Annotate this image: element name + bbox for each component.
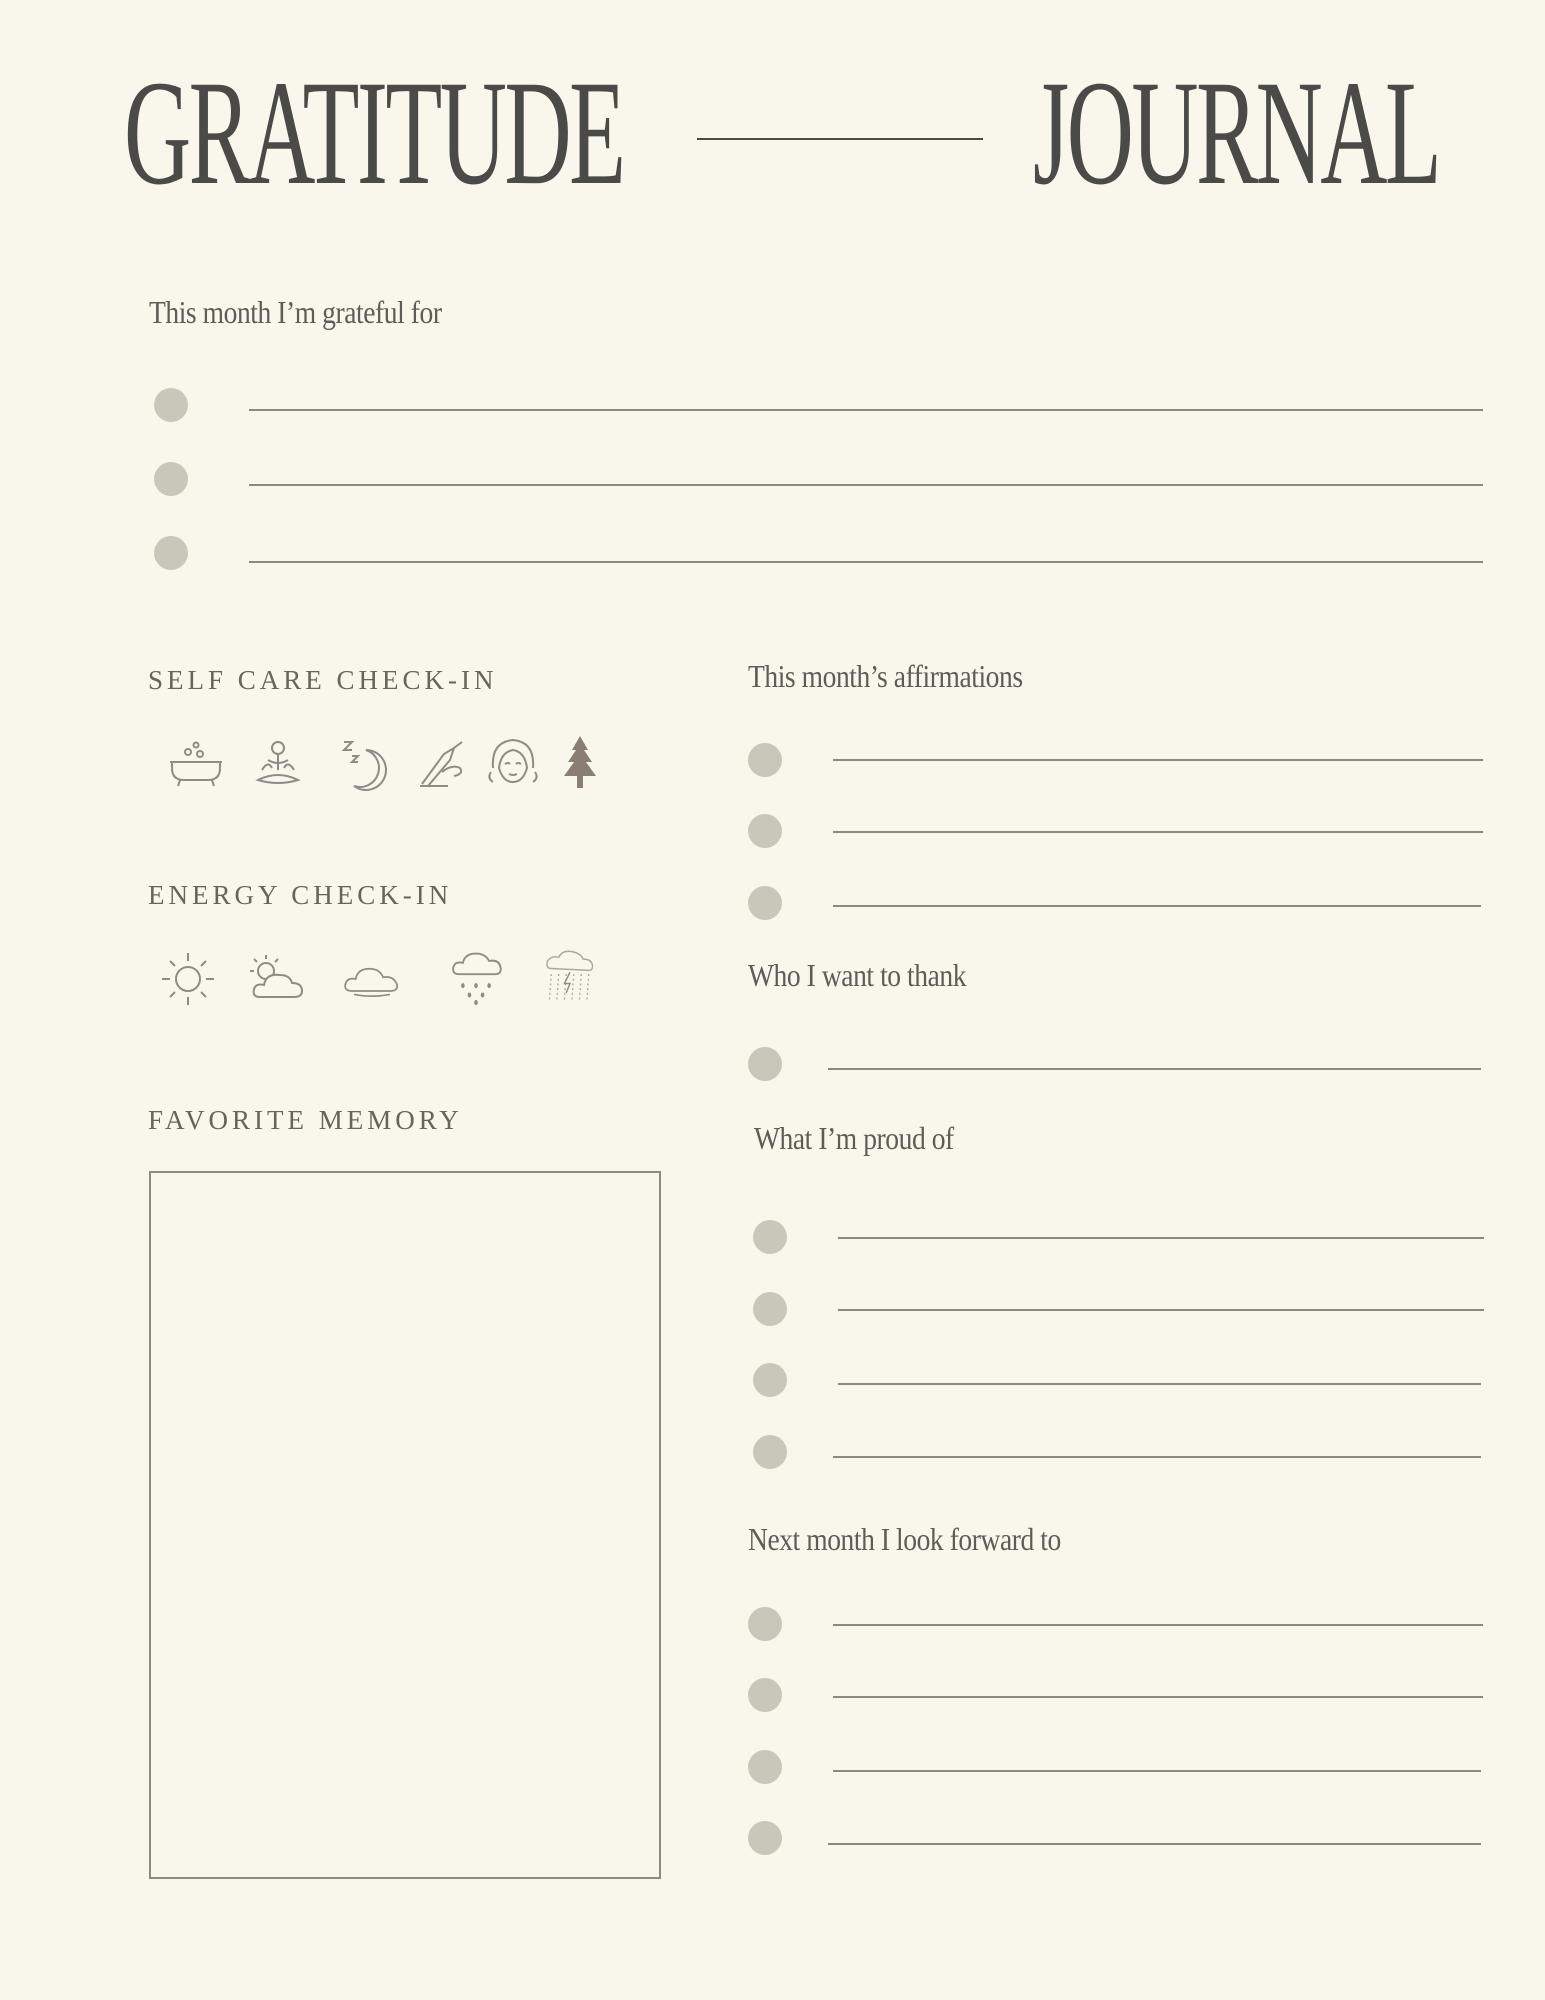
proud-line[interactable] (838, 1237, 1484, 1239)
proud-bullet (753, 1220, 787, 1254)
proud-line[interactable] (833, 1456, 1481, 1458)
proud-bullet (753, 1363, 787, 1397)
pine-tree-icon[interactable] (550, 732, 610, 792)
grateful-bullet (154, 462, 188, 496)
bathtub-icon[interactable] (166, 734, 226, 794)
affirmations-heading: This month’s affirmations (748, 658, 1023, 694)
thank-heading: Who I want to thank (748, 957, 967, 993)
meditation-icon[interactable] (248, 734, 308, 794)
sun-icon[interactable] (158, 949, 218, 1009)
energy-heading: ENERGY CHECK-IN (148, 880, 453, 910)
forward-line[interactable] (828, 1843, 1481, 1845)
affirmation-line[interactable] (833, 831, 1483, 833)
title-gratitude: GRATITUDE (124, 50, 624, 216)
forward-bullet (748, 1821, 782, 1855)
self-care-heading: SELF CARE CHECK-IN (148, 665, 498, 695)
title-divider (697, 138, 983, 140)
affirmation-line[interactable] (833, 905, 1481, 907)
affirmation-bullet (748, 814, 782, 848)
proud-line[interactable] (838, 1309, 1484, 1311)
forward-line[interactable] (833, 1696, 1483, 1698)
affirmation-bullet (748, 743, 782, 777)
proud-bullet (753, 1435, 787, 1469)
grateful-line[interactable] (249, 484, 1483, 486)
grateful-line[interactable] (249, 409, 1483, 411)
grateful-bullet (154, 388, 188, 422)
forward-bullet (748, 1678, 782, 1712)
affirmation-bullet (748, 886, 782, 920)
storm-icon[interactable] (540, 946, 600, 1006)
title-journal: JOURNAL (1033, 50, 1440, 216)
forward-line[interactable] (833, 1624, 1483, 1626)
partly-cloudy-icon[interactable] (246, 949, 306, 1009)
forward-bullet (748, 1607, 782, 1641)
forward-heading: Next month I look forward to (748, 1521, 1061, 1557)
proud-line[interactable] (838, 1383, 1481, 1385)
affirmation-line[interactable] (833, 759, 1483, 761)
favorite-memory-box[interactable] (149, 1171, 661, 1879)
forward-bullet (748, 1750, 782, 1784)
thank-line[interactable] (828, 1068, 1481, 1070)
grateful-bullet (154, 536, 188, 570)
rain-cloud-icon[interactable] (446, 946, 506, 1006)
cloud-icon[interactable] (342, 949, 402, 1009)
forward-line[interactable] (833, 1770, 1481, 1772)
thank-bullet (748, 1047, 782, 1081)
sleep-moon-icon[interactable] (334, 734, 394, 794)
grateful-line[interactable] (249, 561, 1483, 563)
memory-heading: FAVORITE MEMORY (148, 1105, 463, 1135)
face-mask-icon[interactable] (483, 732, 543, 792)
grateful-heading: This month I’m grateful for (149, 294, 442, 330)
proud-bullet (753, 1292, 787, 1326)
writing-hand-icon[interactable] (414, 734, 474, 794)
proud-heading: What I’m proud of (754, 1120, 954, 1156)
